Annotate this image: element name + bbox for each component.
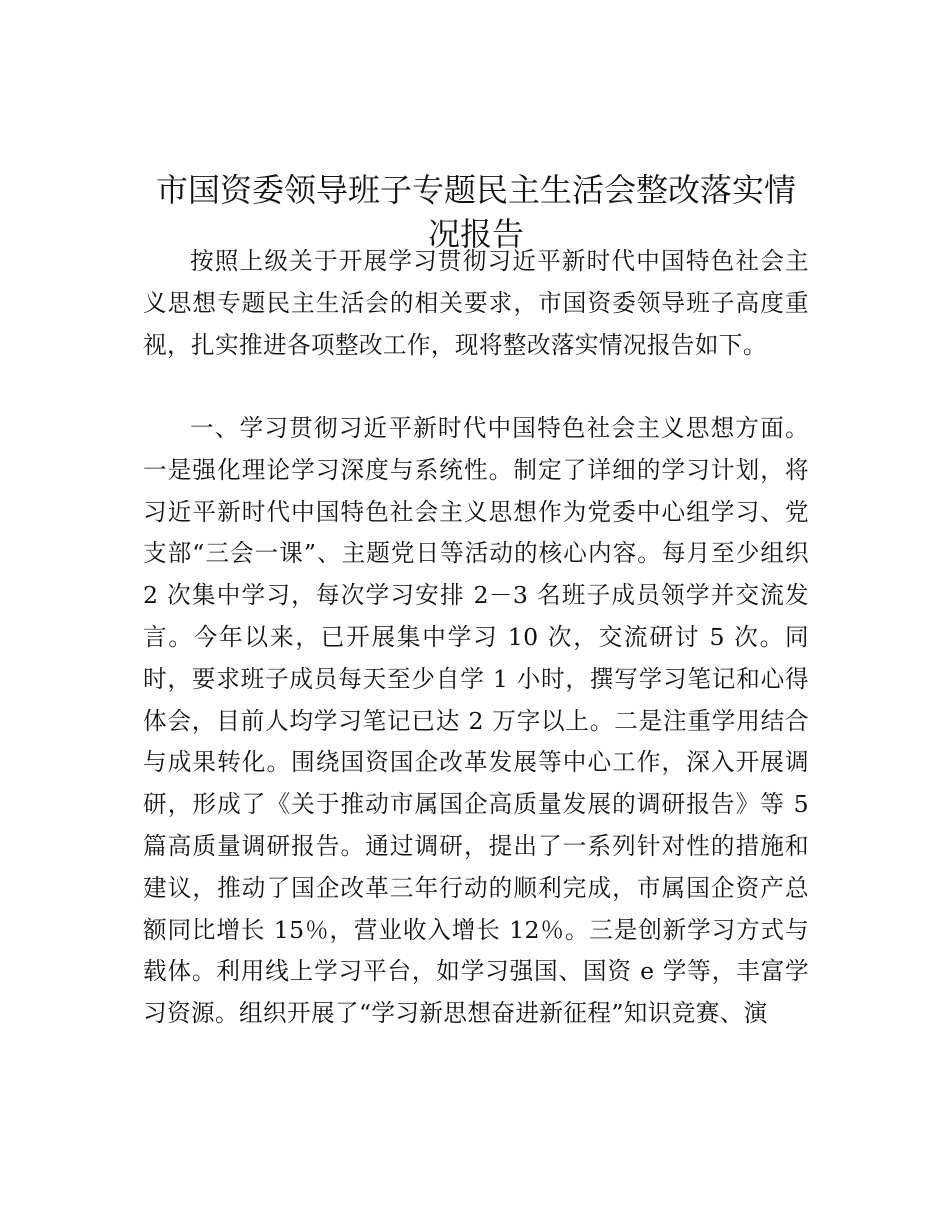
- paragraph-intro: 按照上级关于开展学习贯彻习近平新时代中国特色社会主义思想专题民主生活会的相关要求，市国资委领导班子高度重视，扎实推进各项整改工作，现将整改落实情况报告如下。: [143, 247, 809, 359]
- document-title: 市国资委领导班子专题民主生活会整改落实情况报告: [155, 171, 796, 253]
- paragraph-section-one: 一、学习贯彻习近平新时代中国特色社会主义思想方面。一是强化理论学习深度与系统性。制定了详细的学习计划，将习近平新时代中国特色社会主义思想作为党委中心组学习、党支部“三会一课”、主题党日等活动的核心内容。每月至少组织 2 次集中学习，每次学习安排 2－3 名班子成员领学并交流发言。今年以来，已开展集中学习 10 次，交流研讨 5 次。同时，要求班子成员每天至少自学 1 小时，撰写学习笔记和心得体会，目前人均学习笔记已达 2 万字以上。二是注重学用结合与成果转化。围绕国资国企改革发展等中心工作，深入开展调研，形成了《关于推动市属国企高质量发展的调研报告》等 5 篇高质量调研报告。通过调研，提出了一系列针对性的措施和建议，推动了国企改革三年行动的顺利完成，市属国企资产总额同比增长 15％，营业收入增长 12％。三是创新学习方式与载体。利用线上学习平台，如学习强国、国资 e 学等，丰富学习资源。组织开展了“学习新思想奋进新征程”知识竞赛、演: [143, 414, 809, 1028]
